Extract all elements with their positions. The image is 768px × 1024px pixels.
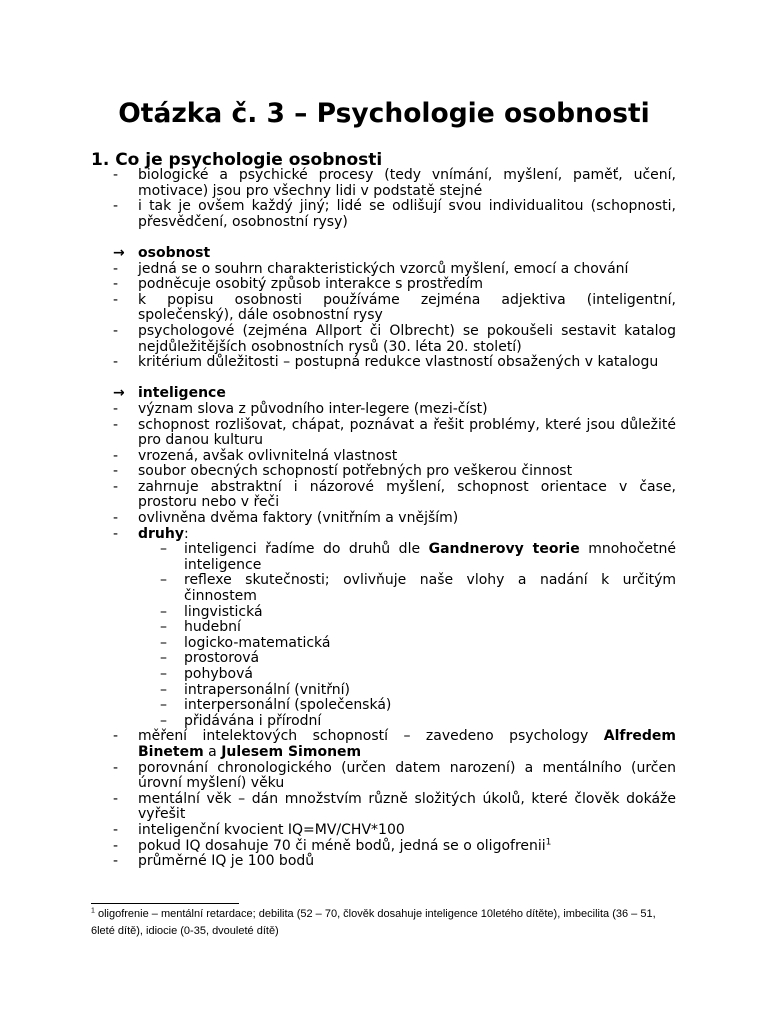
list-item: - soubor obecných schopností potřebných pro veškerou činnost (113, 463, 573, 480)
sub-list-item: – prostorová (160, 650, 260, 667)
list-item-druhy: - druhy: (113, 525, 189, 542)
list-item: - biologické a psychické procesy (tedy vnímání, myšlení, paměť, učení, motivace) jsou pro všechny lidi v podstatě stejné (113, 167, 676, 199)
list-item: - jedná se o souhrn charakteristických vzorců myšlení, emocí a chování (113, 260, 629, 277)
page-title: Otázka č. 3 – Psychologie osobnosti (118, 98, 650, 129)
list-item: - i tak je ovšem každý jiný; lidé se odlišují svou individualitou (schopnosti, přesvědčení, osobnostní rysy) (113, 198, 676, 230)
sub-list-item: – intrapersonální (vnitřní) (160, 681, 350, 698)
list-item: - vrozená, avšak ovlivnitelná vlastnost (113, 447, 398, 464)
list-item: - psychologové (zejména Allport či Olbrecht) se pokoušeli sestavit katalog nejdůležitějších osobnostních rysů (30. léta 20. století) (113, 322, 676, 355)
arrow-right-icon: → (113, 244, 125, 261)
subheading-inteligence: → inteligence (113, 385, 226, 402)
list-item: - podněcuje osobitý způsob interakce s prostředím (113, 276, 484, 293)
list-item: - inteligenční kvocient IQ=MV/CHV*100 (113, 821, 405, 838)
list-item: - ovlivněna dvěma faktory (vnitřním a vnějším) (113, 510, 459, 527)
sub-list-item: – interpersonální (společenská) (160, 697, 392, 714)
list-item: - zahrnuje abstraktní i názorové myšlení, schopnost orientace v čase, prostoru nebo v řeči (113, 478, 676, 511)
footnote: $^1$ oligofrenie – mentální retardace; debilita (52 – 70, člověk dosahuje inteligence 10letého dítěte), imbecilita (36 – 51, 6leté dítě), idiocie (0-35, dvouleté dítě) (91, 907, 656, 937)
document-body (91, 168, 676, 870)
sub-list-item: – hudební (160, 619, 241, 636)
subheading-osobnost: → osobnost (113, 244, 211, 261)
list-item: - měření intelektových schopností – zavedeno psychology Alfredem Binetem a Julesem Simonem (113, 728, 676, 760)
list-item: - schopnost rozlišovat, chápat, poznávat a řešit problémy, které jsou důležité pro danou kulturu (113, 416, 676, 449)
list-item: - k popisu osobnosti používáme zejména adjektiva (inteligentní, společenský), dále osobnostní rysy (113, 291, 676, 324)
list-item: - porovnání chronologického (určen datem narození) a mentálního (určen úrovní myšlení) věku (113, 759, 676, 792)
sub-list-item: – pohybová (160, 666, 253, 682)
footnote-separator (91, 903, 239, 904)
sub-list-item: – logicko-matematická (160, 634, 331, 651)
list-item: - mentální věk – dán množstvím různě složitých úkolů, které člověk dokáže vyřešit (113, 790, 676, 823)
sub-list-item: – inteligenci řadíme do druhů dle Gandnerovy teorie mnohočetné inteligence (160, 541, 677, 573)
list-item: - kritérium důležitosti – postupná redukce vlastností obsažených v katalogu (113, 354, 659, 371)
list-item: - pokud IQ dosahuje 70 či méně bodů, jedná se o oligofrenii$^1$ (113, 836, 552, 854)
sub-list-item: – lingvistická (160, 603, 263, 620)
section-heading: 1. Co je psychologie osobnosti (91, 150, 383, 170)
footnote-reference: 1 (545, 836, 552, 847)
sub-list-item: – přidávána i přírodní (160, 712, 322, 729)
arrow-right-icon: → (113, 385, 125, 402)
sub-list-item: – reflexe skutečnosti; ovlivňuje naše vlohy a nadání k určitým činnostem (160, 572, 676, 605)
list-item: - průměrné IQ je 100 bodů (113, 853, 315, 870)
list-item: - význam slova z původního inter-legere (mezi-číst) (113, 400, 488, 417)
